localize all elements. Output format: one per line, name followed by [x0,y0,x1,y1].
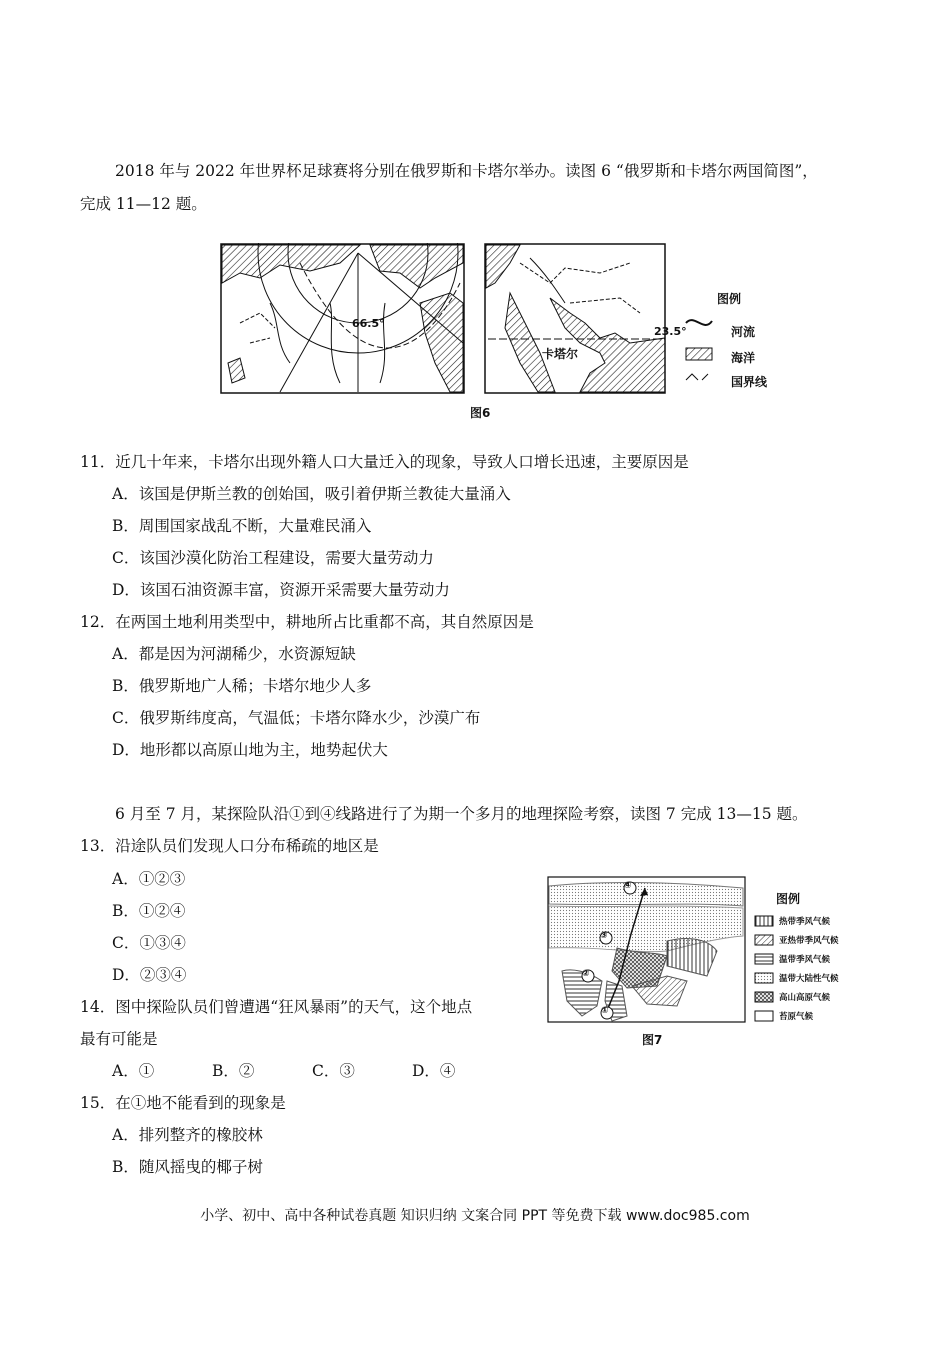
figure-7-legend-title: 图例 [776,892,801,906]
q14-option-d: D．④ [412,1062,456,1080]
route-label-2: ② [582,969,590,979]
russia-map [221,243,464,393]
qatar-label: 卡塔尔 [542,347,579,361]
figure-6-legend-symbols [686,320,712,380]
q12-option-b: B．俄罗斯地广人稀；卡塔尔地少人多 [112,677,372,695]
q13-option-b: B．①②④ [112,902,186,920]
route-label-3: ③ [600,931,608,941]
q13-stem: 13．沿途队员们发现人口分布稀疏的地区是 [80,837,379,855]
q11-option-b: B．周围国家战乱不断，大量难民涌入 [112,517,372,535]
page-footer: 小学、初中、高中各种试卷真题 知识归纳 文案合同 PPT 等免费下载 www.doc985.com [200,1208,750,1224]
q15-option-a: A．排列整齐的橡胶林 [112,1126,263,1144]
legend-border: 国界线 [731,375,768,389]
figure-6-maps [220,243,780,423]
legend-tropical-monsoon: 热带季风气候 [779,917,831,927]
figure-6-legend-title: 图例 [717,292,742,306]
q14-stem-line-1: 14．图中探险队员们曾遭遇“狂风暴雨”的天气，这个地点 [80,998,473,1016]
q11-option-d: D．该国石油资源丰富，资源开采需要大量劳动力 [112,581,450,599]
route-label-4: ④ [624,881,632,891]
legend-temperate-continental: 温带大陆性气候 [779,974,839,984]
figure-7 [547,876,867,1051]
intro-line-2: 完成 11—12 题。 [80,195,207,213]
q11-stem: 11．近几十年来，卡塔尔出现外籍人口大量迁入的现象，导致人口增长迅速，主要原因是 [80,453,689,471]
legend-subtropical-monsoon: 亚热带季风气候 [779,936,839,946]
latitude-23-label: 23.5° [654,325,687,338]
legend-highland: 高山高原气候 [779,993,831,1003]
latitude-66-label: 66.5° [352,317,385,330]
legend-river: 河流 [731,325,756,339]
intro-line-1: 2018 年与 2022 年世界杯足球赛将分别在俄罗斯和卡塔尔举办。读图 6 “俄罗斯和卡塔尔两国简图”， [115,162,818,180]
q15-stem: 15．在①地不能看到的现象是 [80,1094,286,1112]
q12-option-c: C．俄罗斯纬度高，气温低；卡塔尔降水少，沙漠广布 [112,709,481,727]
q13-option-a: A．①②③ [112,870,186,888]
q14-option-a: A．① [112,1062,155,1080]
q11-option-a: A．该国是伊斯兰教的创始国，吸引着伊斯兰教徒大量涌入 [112,485,511,503]
legend-ocean: 海洋 [731,351,756,365]
q15-option-b: B．随风摇曳的椰子树 [112,1158,263,1176]
q14-option-b: B．② [212,1062,255,1080]
q12-stem: 12．在两国土地利用类型中，耕地所占比重都不高，其自然原因是 [80,613,534,631]
figure-7-caption: 图7 [642,1033,663,1047]
q12-option-a: A．都是因为河湖稀少，水资源短缺 [112,645,356,663]
figure-6-caption: 图6 [470,406,491,420]
intro-2: 6 月至 7 月，某探险队沿①到④线路进行了为期一个多月的地理探险考察，读图 7 完成 13—15 题。 [115,805,808,823]
q13-option-c: C．①③④ [112,934,186,952]
figure-6 [220,243,780,423]
legend-tundra: 苔原气候 [779,1012,814,1022]
qatar-region-map [485,244,665,393]
route-label-1: ① [601,1006,609,1016]
q14-stem-line-2: 最有可能是 [80,1030,158,1048]
q12-option-d: D．地形都以高原山地为主，地势起伏大 [112,741,388,759]
legend-temperate-monsoon: 温带季风气候 [779,955,831,965]
q13-option-d: D．②③④ [112,966,187,984]
q14-option-c: C．③ [312,1062,355,1080]
figure-7-legend-swatches [755,916,773,1021]
q11-option-c: C．该国沙漠化防治工程建设，需要大量劳动力 [112,549,434,567]
